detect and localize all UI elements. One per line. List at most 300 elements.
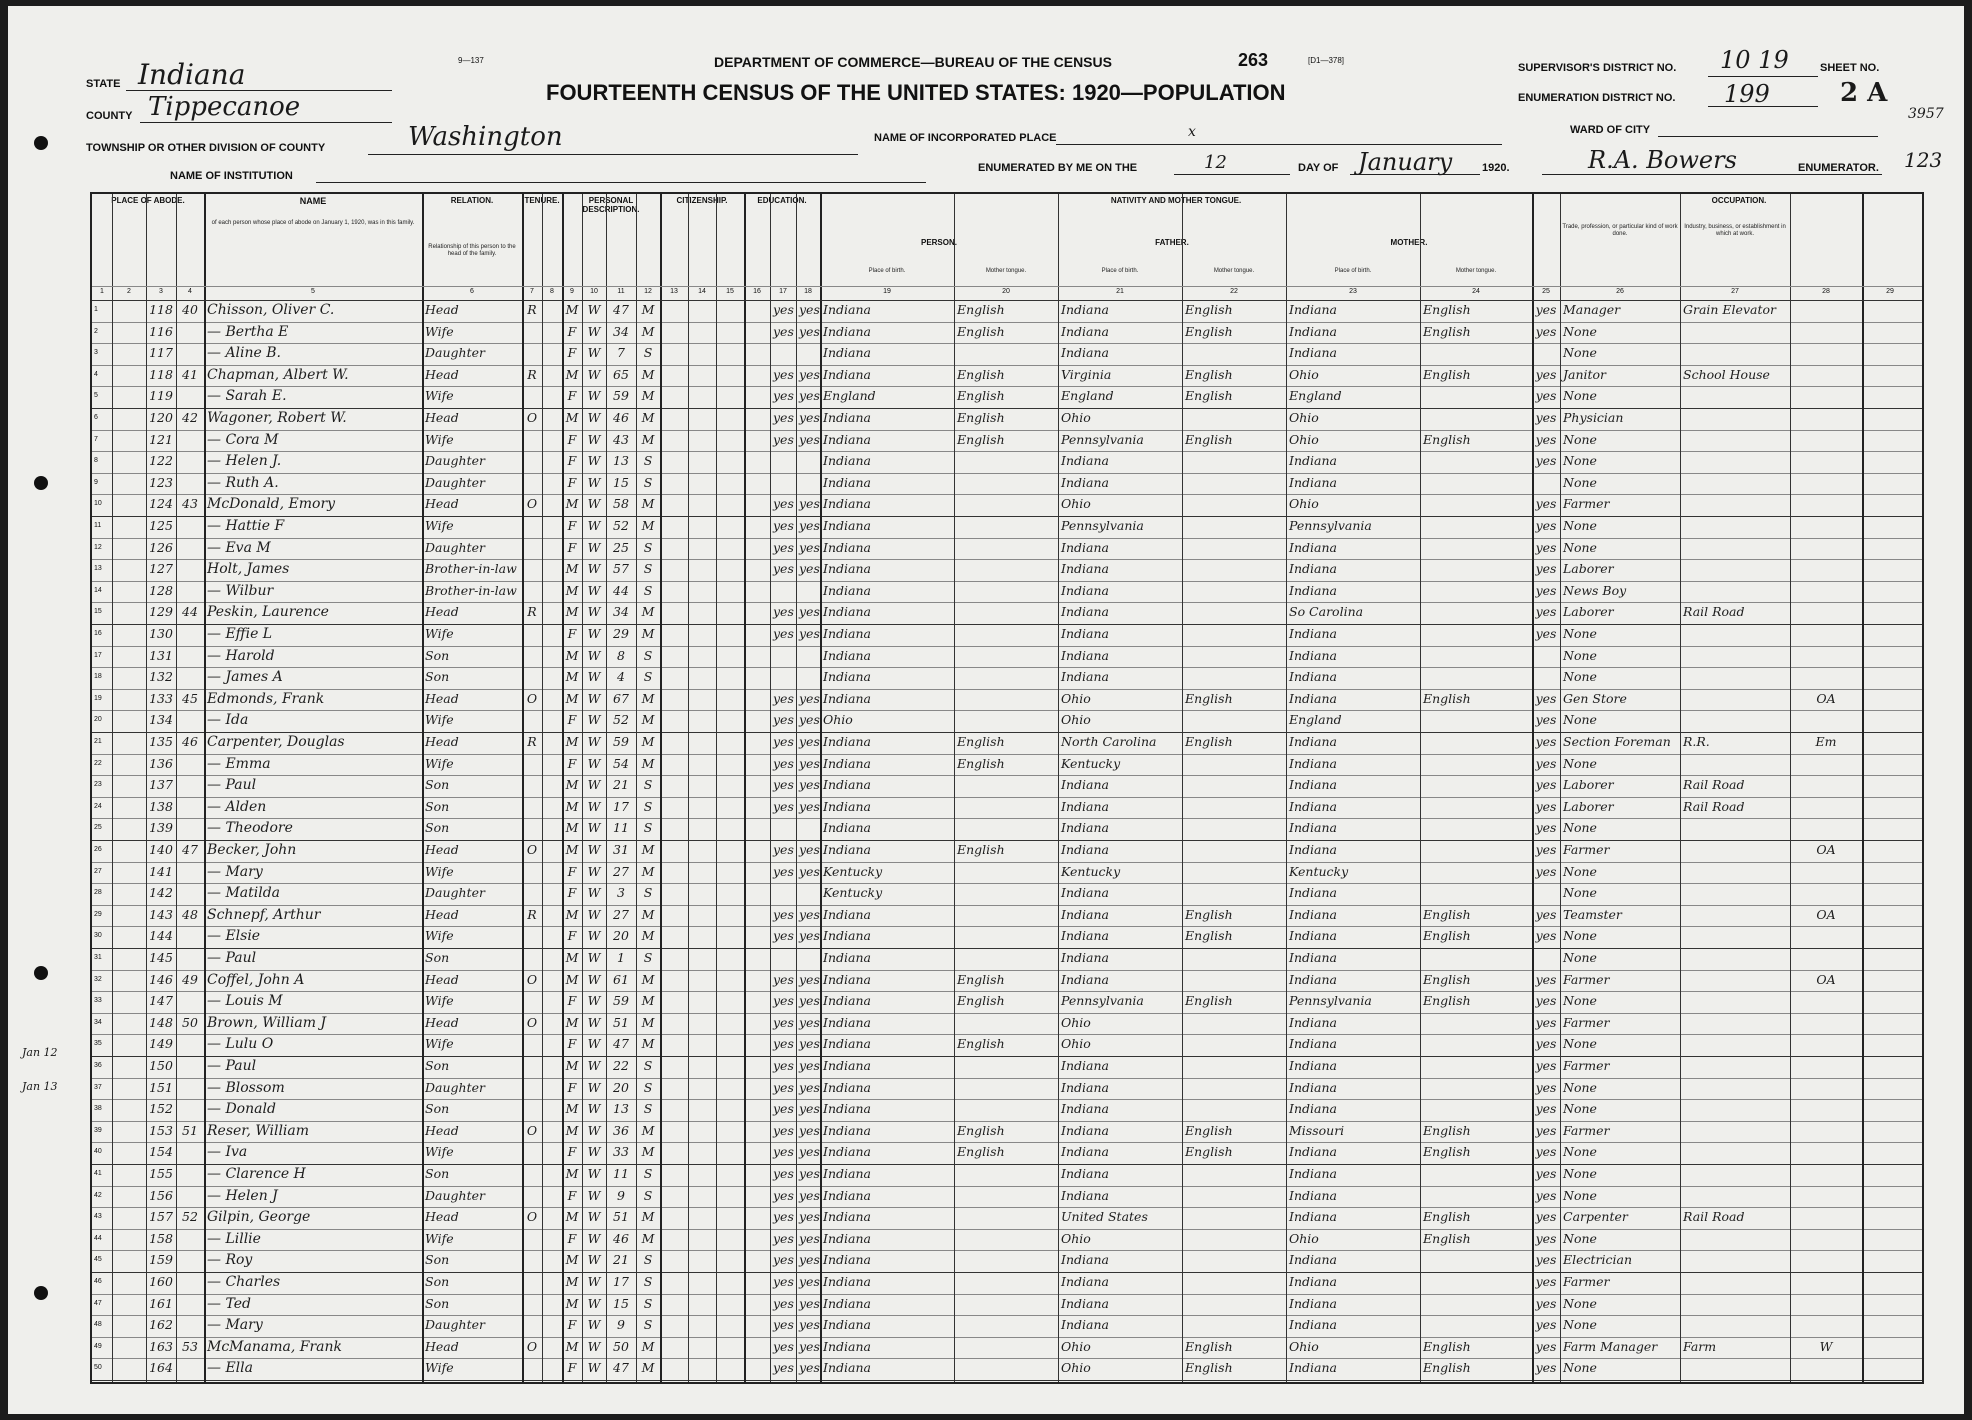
table-cell-mmt: English bbox=[1423, 971, 1471, 987]
table-cell-dw: 147 bbox=[149, 993, 173, 1009]
table-cell-fmt: English bbox=[1185, 431, 1233, 447]
table-cell-mmt: English bbox=[1423, 993, 1471, 1009]
table-cell-ms: S bbox=[643, 539, 653, 555]
table-cell-own: O bbox=[526, 1338, 538, 1354]
table-cell-rel: Head bbox=[425, 302, 459, 317]
table-cell-name: — Roy bbox=[207, 1252, 253, 1269]
table-cell-occ: None bbox=[1563, 1101, 1597, 1117]
table-cell-read: yes bbox=[773, 1360, 794, 1376]
table-cell-ms: M bbox=[641, 863, 655, 879]
table-cell-write: yes bbox=[799, 1058, 820, 1073]
column-number: 3 bbox=[159, 288, 163, 295]
table-cell-mt: English bbox=[957, 755, 1005, 771]
table-cell-mmt: English bbox=[1423, 1360, 1471, 1376]
table-cell-rel: Son bbox=[425, 820, 450, 836]
table-cell-ms: S bbox=[643, 1274, 653, 1289]
table-cell-fpob: Indiana bbox=[1061, 539, 1109, 555]
table-cell-mt: English bbox=[957, 1122, 1005, 1138]
table-cell-occ: None bbox=[1563, 431, 1597, 447]
column-number: 2 bbox=[127, 288, 131, 295]
column-divider bbox=[606, 194, 607, 1382]
table-cell-eng: yes bbox=[1535, 690, 1557, 706]
table-cell-name: — Alden bbox=[207, 798, 267, 815]
table-cell-ms: M bbox=[641, 1230, 655, 1246]
table-cell-mpob: Indiana bbox=[1289, 1079, 1337, 1095]
table-cell-mpob: Ohio bbox=[1289, 1338, 1319, 1354]
table-cell-rel: Daughter bbox=[425, 1079, 485, 1095]
table-cell-pob: Indiana bbox=[823, 453, 871, 469]
table-cell-name: — Ella bbox=[207, 1360, 253, 1377]
table-cell-fam: 52 bbox=[182, 1209, 198, 1225]
table-cell-pob: Indiana bbox=[823, 950, 871, 965]
place-of-birth-subhead: Place of birth. bbox=[868, 268, 906, 274]
group-heading-tenure: TENURE. bbox=[524, 196, 560, 205]
table-cell-read: yes bbox=[773, 971, 794, 987]
table-cell-occ: None bbox=[1563, 820, 1597, 836]
table-cell-rel: Daughter bbox=[425, 539, 485, 555]
table-cell-eng: yes bbox=[1535, 1338, 1557, 1354]
table-cell-race: W bbox=[587, 539, 601, 555]
line-number: 20 bbox=[94, 716, 102, 724]
state-value: Indiana bbox=[138, 58, 246, 91]
table-cell-mpob: England bbox=[1289, 388, 1342, 404]
table-cell-rel: Wife bbox=[425, 1230, 454, 1246]
table-cell-rel: Head bbox=[425, 971, 459, 987]
table-cell-ms: M bbox=[641, 712, 655, 728]
table-cell-rel: Wife bbox=[425, 626, 454, 641]
line-number: 44 bbox=[94, 1234, 102, 1242]
line-number: 18 bbox=[94, 673, 102, 681]
table-cell-occ: None bbox=[1563, 1144, 1597, 1160]
table-cell-ms: M bbox=[641, 323, 655, 339]
table-cell-fpob: Indiana bbox=[1061, 453, 1109, 469]
table-cell-sex: F bbox=[567, 518, 577, 533]
table-cell-name: Brown, William J bbox=[207, 1014, 327, 1031]
table-cell-eng: yes bbox=[1535, 1252, 1557, 1268]
line-number: 46 bbox=[94, 1278, 102, 1285]
line-number: 50 bbox=[94, 1364, 102, 1372]
table-cell-ms: S bbox=[643, 1058, 653, 1073]
table-cell-occ: None bbox=[1563, 453, 1597, 469]
table-cell-name: — Paul bbox=[207, 777, 257, 794]
enumerator-label: ENUMERATOR. bbox=[1798, 162, 1879, 174]
table-cell-eng: yes bbox=[1535, 302, 1557, 317]
table-cell-mpob: Indiana bbox=[1289, 755, 1337, 771]
table-cell-age: 52 bbox=[613, 712, 629, 728]
table-cell-age: 47 bbox=[613, 1036, 629, 1052]
table-cell-mpob: Indiana bbox=[1289, 539, 1337, 555]
table-cell-pob: Indiana bbox=[823, 755, 871, 771]
page-title: FOURTEENTH CENSUS OF THE UNITED STATES: 1920—POPULATION bbox=[546, 80, 1286, 105]
table-cell-sex: F bbox=[567, 539, 577, 555]
table-cell-ms: M bbox=[641, 1036, 655, 1052]
table-cell-rel: Daughter bbox=[425, 453, 485, 469]
line-number: 39 bbox=[94, 1126, 102, 1134]
table-cell-read: yes bbox=[773, 1014, 794, 1030]
table-cell-dw: 132 bbox=[149, 669, 173, 685]
column-divider bbox=[176, 194, 177, 1382]
table-cell-age: 52 bbox=[613, 518, 629, 533]
table-cell-mpob: Indiana bbox=[1289, 1252, 1337, 1268]
table-cell-dw: 160 bbox=[149, 1274, 173, 1289]
place-value: x bbox=[1188, 124, 1196, 140]
table-cell-ms: S bbox=[643, 1101, 653, 1117]
table-cell-fpob: Indiana bbox=[1061, 1101, 1109, 1117]
table-cell-read: yes bbox=[773, 777, 794, 793]
table-cell-read: yes bbox=[773, 539, 794, 555]
table-cell-write: yes bbox=[799, 302, 820, 317]
column-divider bbox=[422, 194, 424, 1382]
table-cell-sex: F bbox=[567, 1317, 577, 1333]
stamp-number: 263 bbox=[1238, 50, 1269, 70]
table-cell-occ: Farmer bbox=[1563, 1014, 1610, 1030]
line-number: 47 bbox=[94, 1299, 102, 1307]
table-cell-fpob: Indiana bbox=[1061, 1274, 1109, 1289]
table-cell-sex: M bbox=[565, 410, 579, 425]
column-divider bbox=[204, 194, 206, 1382]
table-cell-write: yes bbox=[799, 604, 820, 620]
table-cell-write: yes bbox=[799, 1338, 820, 1354]
table-cell-rel: Son bbox=[425, 1295, 450, 1311]
table-cell-pob: Indiana bbox=[823, 734, 871, 749]
table-cell-race: W bbox=[587, 885, 601, 901]
table-cell-eng: yes bbox=[1535, 1058, 1557, 1073]
table-cell-occ: None bbox=[1563, 950, 1597, 965]
table-cell-ms: M bbox=[641, 993, 655, 1009]
table-cell-mpob: Indiana bbox=[1289, 582, 1337, 598]
township-value: Washington bbox=[408, 122, 563, 152]
table-cell-pob: Indiana bbox=[823, 474, 871, 490]
table-cell-sex: M bbox=[565, 582, 579, 598]
line-number: 7 bbox=[94, 435, 98, 443]
table-cell-ind: Farm bbox=[1683, 1338, 1717, 1354]
table-cell-rel: Daughter bbox=[425, 885, 485, 901]
table-cell-ind: Rail Road bbox=[1683, 777, 1745, 793]
table-cell-fmt: English bbox=[1185, 1360, 1233, 1376]
table-cell-rel: Wife bbox=[425, 1144, 454, 1160]
table-cell-age: 61 bbox=[613, 971, 629, 987]
table-cell-race: W bbox=[587, 669, 601, 685]
table-cell-sex: F bbox=[567, 453, 577, 469]
table-cell-pob: Indiana bbox=[823, 1252, 871, 1268]
table-cell-write: yes bbox=[799, 518, 820, 533]
table-cell-read: yes bbox=[773, 626, 794, 641]
table-cell-race: W bbox=[587, 842, 601, 857]
table-cell-name: Carpenter, Douglas bbox=[207, 734, 345, 750]
table-cell-sex: F bbox=[567, 1079, 577, 1095]
table-cell-rel: Head bbox=[425, 366, 459, 382]
table-cell-name: Holt, James bbox=[207, 561, 290, 578]
table-cell-emp: OA bbox=[1816, 906, 1836, 922]
table-cell-fmt: English bbox=[1185, 1122, 1233, 1138]
punch-hole bbox=[34, 1286, 48, 1300]
table-cell-age: 33 bbox=[613, 1144, 629, 1160]
table-cell-occ: None bbox=[1563, 323, 1597, 339]
table-cell-dw: 159 bbox=[149, 1252, 173, 1268]
column-divider bbox=[582, 194, 583, 1382]
table-cell-mmt: English bbox=[1423, 302, 1471, 317]
table-cell-name: — Louis M bbox=[207, 993, 283, 1010]
table-cell-rel: Son bbox=[425, 1101, 450, 1117]
table-cell-dw: 155 bbox=[149, 1166, 173, 1181]
table-cell-mpob: Indiana bbox=[1289, 323, 1337, 339]
table-cell-name: Wagoner, Robert W. bbox=[207, 410, 347, 426]
table-cell-write: yes bbox=[799, 1317, 820, 1333]
table-cell-dw: 149 bbox=[149, 1036, 173, 1052]
table-cell-eng: yes bbox=[1535, 453, 1557, 469]
table-cell-race: W bbox=[587, 453, 601, 469]
table-cell-mpob: Indiana bbox=[1289, 820, 1337, 836]
table-cell-name: — Ida bbox=[207, 712, 249, 729]
table-cell-sex: F bbox=[567, 863, 577, 879]
table-cell-write: yes bbox=[799, 626, 820, 641]
table-cell-mpob: Indiana bbox=[1289, 1274, 1337, 1289]
table-cell-dw: 143 bbox=[149, 906, 173, 922]
table-cell-own: R bbox=[527, 302, 537, 317]
table-cell-pob: Indiana bbox=[823, 1058, 871, 1073]
table-cell-sex: M bbox=[565, 842, 579, 857]
table-cell-ms: S bbox=[643, 345, 653, 361]
table-cell-race: W bbox=[587, 366, 601, 382]
table-cell-race: W bbox=[587, 1317, 601, 1333]
table-cell-rel: Daughter bbox=[425, 1317, 485, 1333]
table-cell-dw: 150 bbox=[149, 1058, 173, 1073]
line-number: 35 bbox=[94, 1040, 102, 1048]
table-cell-name: — Iva bbox=[207, 1144, 248, 1161]
column-divider bbox=[770, 194, 771, 1382]
table-cell-rel: Wife bbox=[425, 863, 454, 879]
table-cell-age: 21 bbox=[613, 1252, 629, 1268]
table-cell-own: R bbox=[527, 366, 537, 382]
line-number: 31 bbox=[94, 954, 102, 961]
table-cell-ms: M bbox=[641, 928, 655, 944]
table-cell-mpob: Kentucky bbox=[1289, 863, 1349, 879]
table-cell-eng: yes bbox=[1535, 323, 1557, 339]
table-cell-mpob: Indiana bbox=[1289, 1295, 1337, 1311]
table-cell-sex: F bbox=[567, 1036, 577, 1052]
table-cell-name: — Charles bbox=[207, 1274, 281, 1290]
column-number: 13 bbox=[670, 288, 678, 295]
table-cell-mpob: So Carolina bbox=[1289, 604, 1364, 620]
table-cell-age: 21 bbox=[613, 777, 629, 793]
table-cell-ms: M bbox=[641, 604, 655, 620]
margin-date: Jan 13 bbox=[22, 1080, 58, 1093]
table-cell-write: yes bbox=[799, 798, 820, 814]
table-cell-occ: None bbox=[1563, 647, 1597, 663]
table-cell-rel: Son bbox=[425, 777, 450, 793]
table-cell-fam: 47 bbox=[182, 842, 198, 857]
line-number: 2 bbox=[94, 327, 98, 335]
trade-subhead: Trade, profession, or particular kind of work done. bbox=[1562, 224, 1678, 237]
column-divider bbox=[688, 194, 689, 1382]
table-cell-name: — Harold bbox=[207, 647, 275, 664]
table-cell-ms: S bbox=[643, 1166, 653, 1181]
table-cell-fpob: Ohio bbox=[1061, 1230, 1091, 1246]
column-number: 29 bbox=[1886, 288, 1894, 295]
table-cell-pob: Kentucky bbox=[823, 885, 883, 901]
line-number: 4 bbox=[94, 370, 98, 378]
table-cell-pob: Indiana bbox=[823, 1230, 871, 1246]
table-cell-fpob: Indiana bbox=[1061, 1317, 1109, 1333]
table-cell-dw: 127 bbox=[149, 561, 173, 577]
table-cell-sex: M bbox=[565, 1295, 579, 1311]
column-divider bbox=[716, 194, 717, 1382]
table-cell-fpob: Pennsylvania bbox=[1061, 431, 1144, 447]
table-cell-pob: Indiana bbox=[823, 1209, 871, 1225]
table-cell-sex: M bbox=[565, 1101, 579, 1117]
table-cell-sex: F bbox=[567, 1360, 577, 1376]
place-of-birth-subhead: Place of birth. bbox=[1334, 268, 1372, 274]
table-cell-age: 31 bbox=[613, 842, 629, 857]
line-number: 40 bbox=[94, 1148, 102, 1156]
table-cell-race: W bbox=[587, 1252, 601, 1268]
table-cell-read: yes bbox=[773, 1338, 794, 1354]
table-cell-rel: Head bbox=[425, 604, 459, 620]
margin-note: 123 bbox=[1904, 148, 1943, 172]
table-cell-read: yes bbox=[773, 518, 794, 533]
table-cell-pob: Indiana bbox=[823, 539, 871, 555]
column-number: 18 bbox=[804, 288, 812, 295]
census-sheet bbox=[8, 6, 1964, 1414]
table-cell-sex: F bbox=[567, 626, 577, 641]
table-cell-mmt: English bbox=[1423, 1209, 1471, 1225]
table-cell-sex: M bbox=[565, 1014, 579, 1030]
table-cell-name: Chapman, Albert W. bbox=[207, 366, 349, 383]
table-cell-name: — Lulu O bbox=[207, 1036, 274, 1053]
table-cell-sex: M bbox=[565, 798, 579, 814]
table-cell-read: yes bbox=[773, 561, 794, 577]
table-cell-fpob: Indiana bbox=[1061, 604, 1109, 620]
table-cell-sex: M bbox=[565, 496, 579, 512]
table-cell-eng: yes bbox=[1535, 496, 1557, 512]
table-cell-race: W bbox=[587, 950, 601, 965]
table-cell-pob: Indiana bbox=[823, 993, 871, 1009]
table-cell-mpob: Indiana bbox=[1289, 647, 1337, 663]
table-cell-eng: yes bbox=[1535, 1274, 1557, 1289]
table-cell-mpob: Ohio bbox=[1289, 1230, 1319, 1246]
table-cell-name: — Bertha E bbox=[207, 323, 289, 340]
table-cell-dw: 123 bbox=[149, 474, 173, 490]
table-cell-own: O bbox=[526, 842, 538, 857]
table-cell-name: Reser, William bbox=[207, 1122, 310, 1139]
table-cell-emp: Em bbox=[1815, 734, 1837, 749]
column-divider bbox=[522, 194, 524, 1382]
line-number: 34 bbox=[94, 1018, 102, 1026]
table-cell-rel: Brother-in-law bbox=[425, 561, 517, 577]
table-cell-sex: F bbox=[567, 712, 577, 728]
table-cell-dw: 142 bbox=[149, 885, 173, 901]
table-cell-pob: Indiana bbox=[823, 410, 871, 425]
line-number: 22 bbox=[94, 759, 102, 767]
column-divider bbox=[1532, 194, 1534, 1382]
table-cell-mpob: Missouri bbox=[1289, 1122, 1345, 1138]
table-cell-ms: S bbox=[643, 777, 653, 793]
table-cell-name: — Hattie F bbox=[207, 518, 285, 534]
table-cell-age: 29 bbox=[613, 626, 629, 641]
table-cell-mpob: Indiana bbox=[1289, 1187, 1337, 1203]
table-cell-ms: M bbox=[641, 1122, 655, 1138]
table-cell-name: McDonald, Emory bbox=[207, 496, 336, 513]
table-cell-ms: S bbox=[643, 1187, 653, 1203]
table-cell-read: yes bbox=[773, 366, 794, 382]
enumeration-label: ENUMERATION DISTRICT NO. bbox=[1518, 92, 1676, 104]
department-heading: DEPARTMENT OF COMMERCE—BUREAU OF THE CENSUS bbox=[714, 54, 1112, 70]
table-cell-ms: M bbox=[641, 1014, 655, 1030]
table-cell-ms: M bbox=[641, 626, 655, 641]
table-cell-pob: Indiana bbox=[823, 1295, 871, 1311]
table-cell-race: W bbox=[587, 1166, 601, 1181]
table-cell-fpob: Indiana bbox=[1061, 950, 1109, 965]
line-number: 3 bbox=[94, 349, 98, 357]
table-cell-rel: Wife bbox=[425, 928, 454, 944]
table-cell-eng: yes bbox=[1535, 1122, 1557, 1138]
table-cell-eng: yes bbox=[1535, 1360, 1557, 1376]
table-cell-fpob: Indiana bbox=[1061, 582, 1109, 598]
table-cell-ms: S bbox=[643, 1295, 653, 1311]
table-cell-eng: yes bbox=[1535, 518, 1557, 533]
table-cell-eng: yes bbox=[1535, 1230, 1557, 1246]
table-cell-pob: Indiana bbox=[823, 690, 871, 706]
table-cell-fpob: Indiana bbox=[1061, 777, 1109, 793]
table-cell-name: Becker, John bbox=[207, 842, 297, 858]
table-cell-fpob: Indiana bbox=[1061, 928, 1109, 944]
table-cell-sex: M bbox=[565, 366, 579, 382]
table-cell-own: R bbox=[527, 604, 537, 620]
table-cell-mt: English bbox=[957, 1036, 1005, 1052]
table-cell-race: W bbox=[587, 345, 601, 361]
table-cell-name: — Ruth A. bbox=[207, 474, 279, 491]
table-cell-mpob: Ohio bbox=[1289, 431, 1319, 447]
table-cell-name: — Matilda bbox=[207, 885, 281, 902]
table-cell-fmt: English bbox=[1185, 1338, 1233, 1354]
table-cell-eng: yes bbox=[1535, 626, 1557, 641]
table-cell-fam: 40 bbox=[182, 302, 198, 317]
table-cell-eng: yes bbox=[1535, 971, 1557, 987]
table-cell-write: yes bbox=[799, 1187, 820, 1203]
table-cell-age: 4 bbox=[617, 669, 625, 685]
table-cell-race: W bbox=[587, 1295, 601, 1311]
table-cell-pob: Indiana bbox=[823, 302, 871, 317]
table-cell-mpob: Indiana bbox=[1289, 474, 1337, 490]
table-cell-sex: M bbox=[565, 950, 579, 965]
table-cell-eng: yes bbox=[1535, 1209, 1557, 1225]
table-cell-dw: 157 bbox=[149, 1209, 173, 1225]
column-number: 5 bbox=[311, 288, 315, 295]
table-cell-ms: M bbox=[641, 906, 655, 922]
table-cell-read: yes bbox=[773, 842, 794, 857]
supervisor-value: 10 19 bbox=[1720, 46, 1789, 74]
table-cell-occ: Laborer bbox=[1563, 798, 1614, 814]
table-cell-mpob: Indiana bbox=[1289, 885, 1337, 901]
column-number: 21 bbox=[1116, 288, 1124, 295]
table-cell-mpob: Indiana bbox=[1289, 798, 1337, 814]
table-cell-ms: M bbox=[641, 518, 655, 533]
margin-date: Jan 12 bbox=[22, 1046, 58, 1059]
table-cell-age: 51 bbox=[613, 1014, 629, 1030]
table-cell-rel: Brother-in-law bbox=[425, 582, 517, 598]
table-cell-sex: M bbox=[565, 1166, 579, 1181]
table-cell-fpob: Indiana bbox=[1061, 474, 1109, 490]
table-cell-eng: yes bbox=[1535, 993, 1557, 1009]
table-cell-occ: None bbox=[1563, 518, 1597, 533]
table-cell-age: 51 bbox=[613, 1209, 629, 1225]
place-of-birth-subhead: Place of birth. bbox=[1101, 268, 1139, 274]
table-cell-mpob: Indiana bbox=[1289, 1317, 1337, 1333]
name-description: of each person whose place of abode on January 1, 1920, was in this family. bbox=[211, 220, 415, 226]
line-number: 41 bbox=[94, 1170, 102, 1177]
table-cell-mmt: English bbox=[1423, 906, 1471, 922]
table-cell-fpob: Ohio bbox=[1061, 1014, 1091, 1030]
